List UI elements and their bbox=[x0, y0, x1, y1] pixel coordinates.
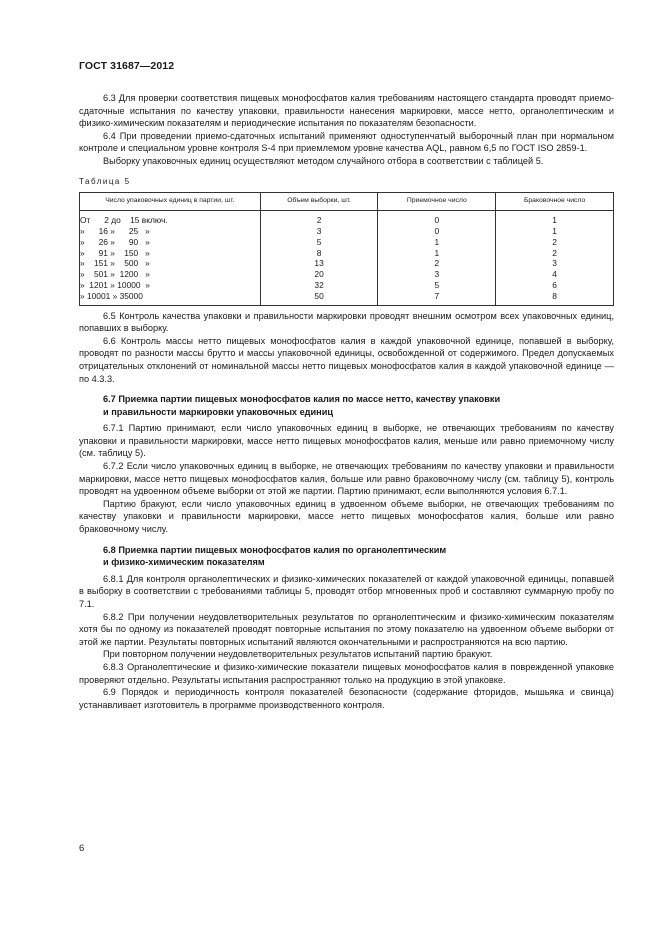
rejection-number-value: 3 bbox=[552, 258, 557, 269]
section-heading-6-7: 6.7 Приемка партии пищевых монофосфатов калия по массе нетто, качеству упаковки bbox=[103, 394, 501, 405]
acceptance-number-value: 0 bbox=[434, 215, 440, 226]
section-heading-6-8: 6.8 Приемка партии пищевых монофосфатов калия по органолептическим bbox=[103, 544, 447, 555]
rejection-number-value: 1 bbox=[552, 225, 557, 236]
acceptance-number-value: 0 bbox=[434, 225, 440, 236]
table-header-row bbox=[80, 193, 614, 211]
rejection-number-cell bbox=[496, 211, 614, 305]
page-number: 6 bbox=[79, 843, 85, 854]
paragraph-6-7-2: 6.7.2 Если число упаковочных единиц в выборке, не отвечающих требованиям по качеству упаковки и правильности маркировки, массе нетто пищевых монофосфатов калия, больше или равно браковочному числу (см. таблицу 5), контроль проводят на удвоенном объеме выборки от этой же партии. Партию принимают, если выполняются условия 6.7.1. bbox=[79, 461, 614, 497]
col-header-lot-size: Число упаковочных единиц в партии, шт. bbox=[80, 193, 261, 211]
lot-size-cell bbox=[80, 211, 261, 305]
document-header: ГОСТ 31687—2012 bbox=[79, 60, 175, 72]
paragraph-6-8-repeat: При повторном получении неудовлетворительных результатов испытаний партию бракуют. bbox=[103, 649, 493, 660]
sample-size-value: 2 bbox=[316, 215, 322, 226]
rejection-number-value: 2 bbox=[552, 247, 557, 258]
acceptance-number-value: 7 bbox=[434, 290, 440, 301]
lot-size-range: » 26 » 90 » bbox=[80, 236, 150, 247]
acceptance-number-value: 2 bbox=[434, 258, 440, 269]
paragraph-6-8-2: 6.8.2 При получении неудовлетворительных результатов по органолептическим и физико-химическим показателям хотя бы по одному из показателей проводят повторные испытания по этому показателю на удвоенном объеме выборки от этой же партии. Результаты повторных испытаний являются окончательными и распространяются на всю партию. bbox=[79, 611, 614, 647]
lot-size-range: От 2 до 15 включ. bbox=[80, 215, 168, 226]
section-heading-6-7-cont: и правильности маркировки упаковочных единиц bbox=[103, 406, 334, 417]
paragraph-sampling: Выборку упаковочных единиц осуществляют методом случайного отбора в соответствии с таблицей 5. bbox=[103, 155, 544, 166]
paragraph-6-8-1: 6.8.1 Для контроля органолептических и физико-химических показателей от каждой упаковочной единицы, попавшей в выборку в соответствии с требованиями таблицы 5, проводят отбор мгновенных проб и составляют суммарную пробу по 7.1. bbox=[79, 573, 614, 609]
lot-size-range: » 16 » 25 » bbox=[80, 225, 150, 236]
rejection-number-value: 1 bbox=[552, 215, 557, 226]
paragraph-6-6: 6.6 Контроль массы нетто пищевых монофосфатов калия в каждой упаковочной единице, попавшей в выборку, проводят по разности массы брутто и массы упаковочной единицы, освобожденной от содержимого. Предел допускаемых отрицательных отклонений от номинальной массы нетто пищевых монофосфатов калия в каждой упаковочной единице — по 4.3.3. bbox=[79, 335, 614, 384]
rejection-number-value: 4 bbox=[552, 269, 557, 280]
lot-size-range: » 501 » 1200 » bbox=[80, 269, 150, 280]
paragraph-6-7-1: 6.7.1 Партию принимают, если число упаковочных единиц в выборке, не отвечающих требованиям по качеству упаковки и правильности маркировки, массе нетто пищевых монофосфатов калия, меньше или равно приемочному числу (см. таблицу 5). bbox=[79, 423, 614, 459]
col-header-rejection-number: Браковочное число bbox=[496, 193, 614, 211]
paragraph-6-9: 6.9 Порядок и периодичность контроля показателей безопасности (содержание фторидов, мышьяка и свинца) устанавливает изготовитель в программе производственного контроля. bbox=[79, 687, 614, 710]
col-header-sample-size: Объем выборки, шт. bbox=[260, 193, 378, 211]
lot-size-range: » 91 » 150 » bbox=[80, 247, 150, 258]
table-body-row bbox=[80, 211, 614, 305]
sample-size-cell bbox=[260, 211, 378, 305]
acceptance-number-cell bbox=[378, 211, 496, 305]
sample-size-value: 50 bbox=[314, 290, 324, 301]
sample-size-value: 3 bbox=[316, 225, 322, 236]
page-content bbox=[79, 92, 614, 711]
acceptance-number-value: 3 bbox=[434, 269, 440, 280]
lot-size-range: » 1201 » 10000 » bbox=[80, 279, 150, 290]
rejection-number-value: 8 bbox=[552, 290, 557, 301]
sample-size-value: 20 bbox=[314, 269, 324, 280]
paragraph-6-3: 6.3 Для проверки соответствия пищевых монофосфатов калия требованиям настоящего стандарта проводят приемо-сдаточные испытания по качеству упаковки, правильности нанесения маркировки, массе нетто, органолептическим и физико-химическим показателям и периодические испытания по показателям безопасности. bbox=[79, 93, 614, 129]
lot-size-range: » 151 » 500 » bbox=[80, 258, 150, 269]
rejection-number-value: 2 bbox=[552, 236, 557, 247]
paragraph-6-7-reject: Партию бракуют, если число упаковочных единиц в удвоенном объеме выборки, не отвечающих требованиям по качеству упаковки и правильности маркировки, массе нетто пищевых монофосфатов калия, больше или равно браковочному числу. bbox=[79, 498, 614, 535]
col-header-acceptance-number: Приемочное число bbox=[378, 193, 496, 211]
section-heading-6-8-cont: и физико-химическим показателям bbox=[103, 557, 265, 568]
acceptance-number-value: 5 bbox=[434, 279, 440, 290]
sample-size-value: 32 bbox=[314, 279, 324, 290]
paragraph-6-4: 6.4 При проведении приемо-сдаточных испытаний применяют одноступенчатый выборочный план при нормальном контроле и специальном уровне контроля S-4 при приемлемом уровне качества AQL, равном 6,5 по ГОСТ ISO 2859-1. bbox=[79, 130, 614, 154]
sample-size-value: 8 bbox=[316, 247, 322, 258]
acceptance-number-value: 1 bbox=[434, 247, 440, 258]
sample-size-value: 13 bbox=[314, 258, 324, 269]
table-5 bbox=[79, 192, 614, 305]
rejection-number-value: 6 bbox=[552, 279, 557, 290]
sample-size-value: 5 bbox=[316, 236, 322, 247]
acceptance-number-value: 1 bbox=[434, 236, 440, 247]
lot-size-range: » 10001 » 35000 bbox=[80, 290, 143, 301]
paragraph-6-8-3: 6.8.3 Органолептические и физико-химические показатели пищевых монофосфатов калия в поврежденной упаковке проверяют отдельно. Результаты испытания распространяют только на продукцию в этой упаковке. bbox=[79, 661, 614, 685]
paragraph-6-5: 6.5 Контроль качества упаковки и правильности маркировки проводят внешним осмотром всех упаковочных единиц, попавших в выборку. bbox=[79, 310, 614, 334]
table-caption: Таблица 5 bbox=[79, 176, 131, 186]
